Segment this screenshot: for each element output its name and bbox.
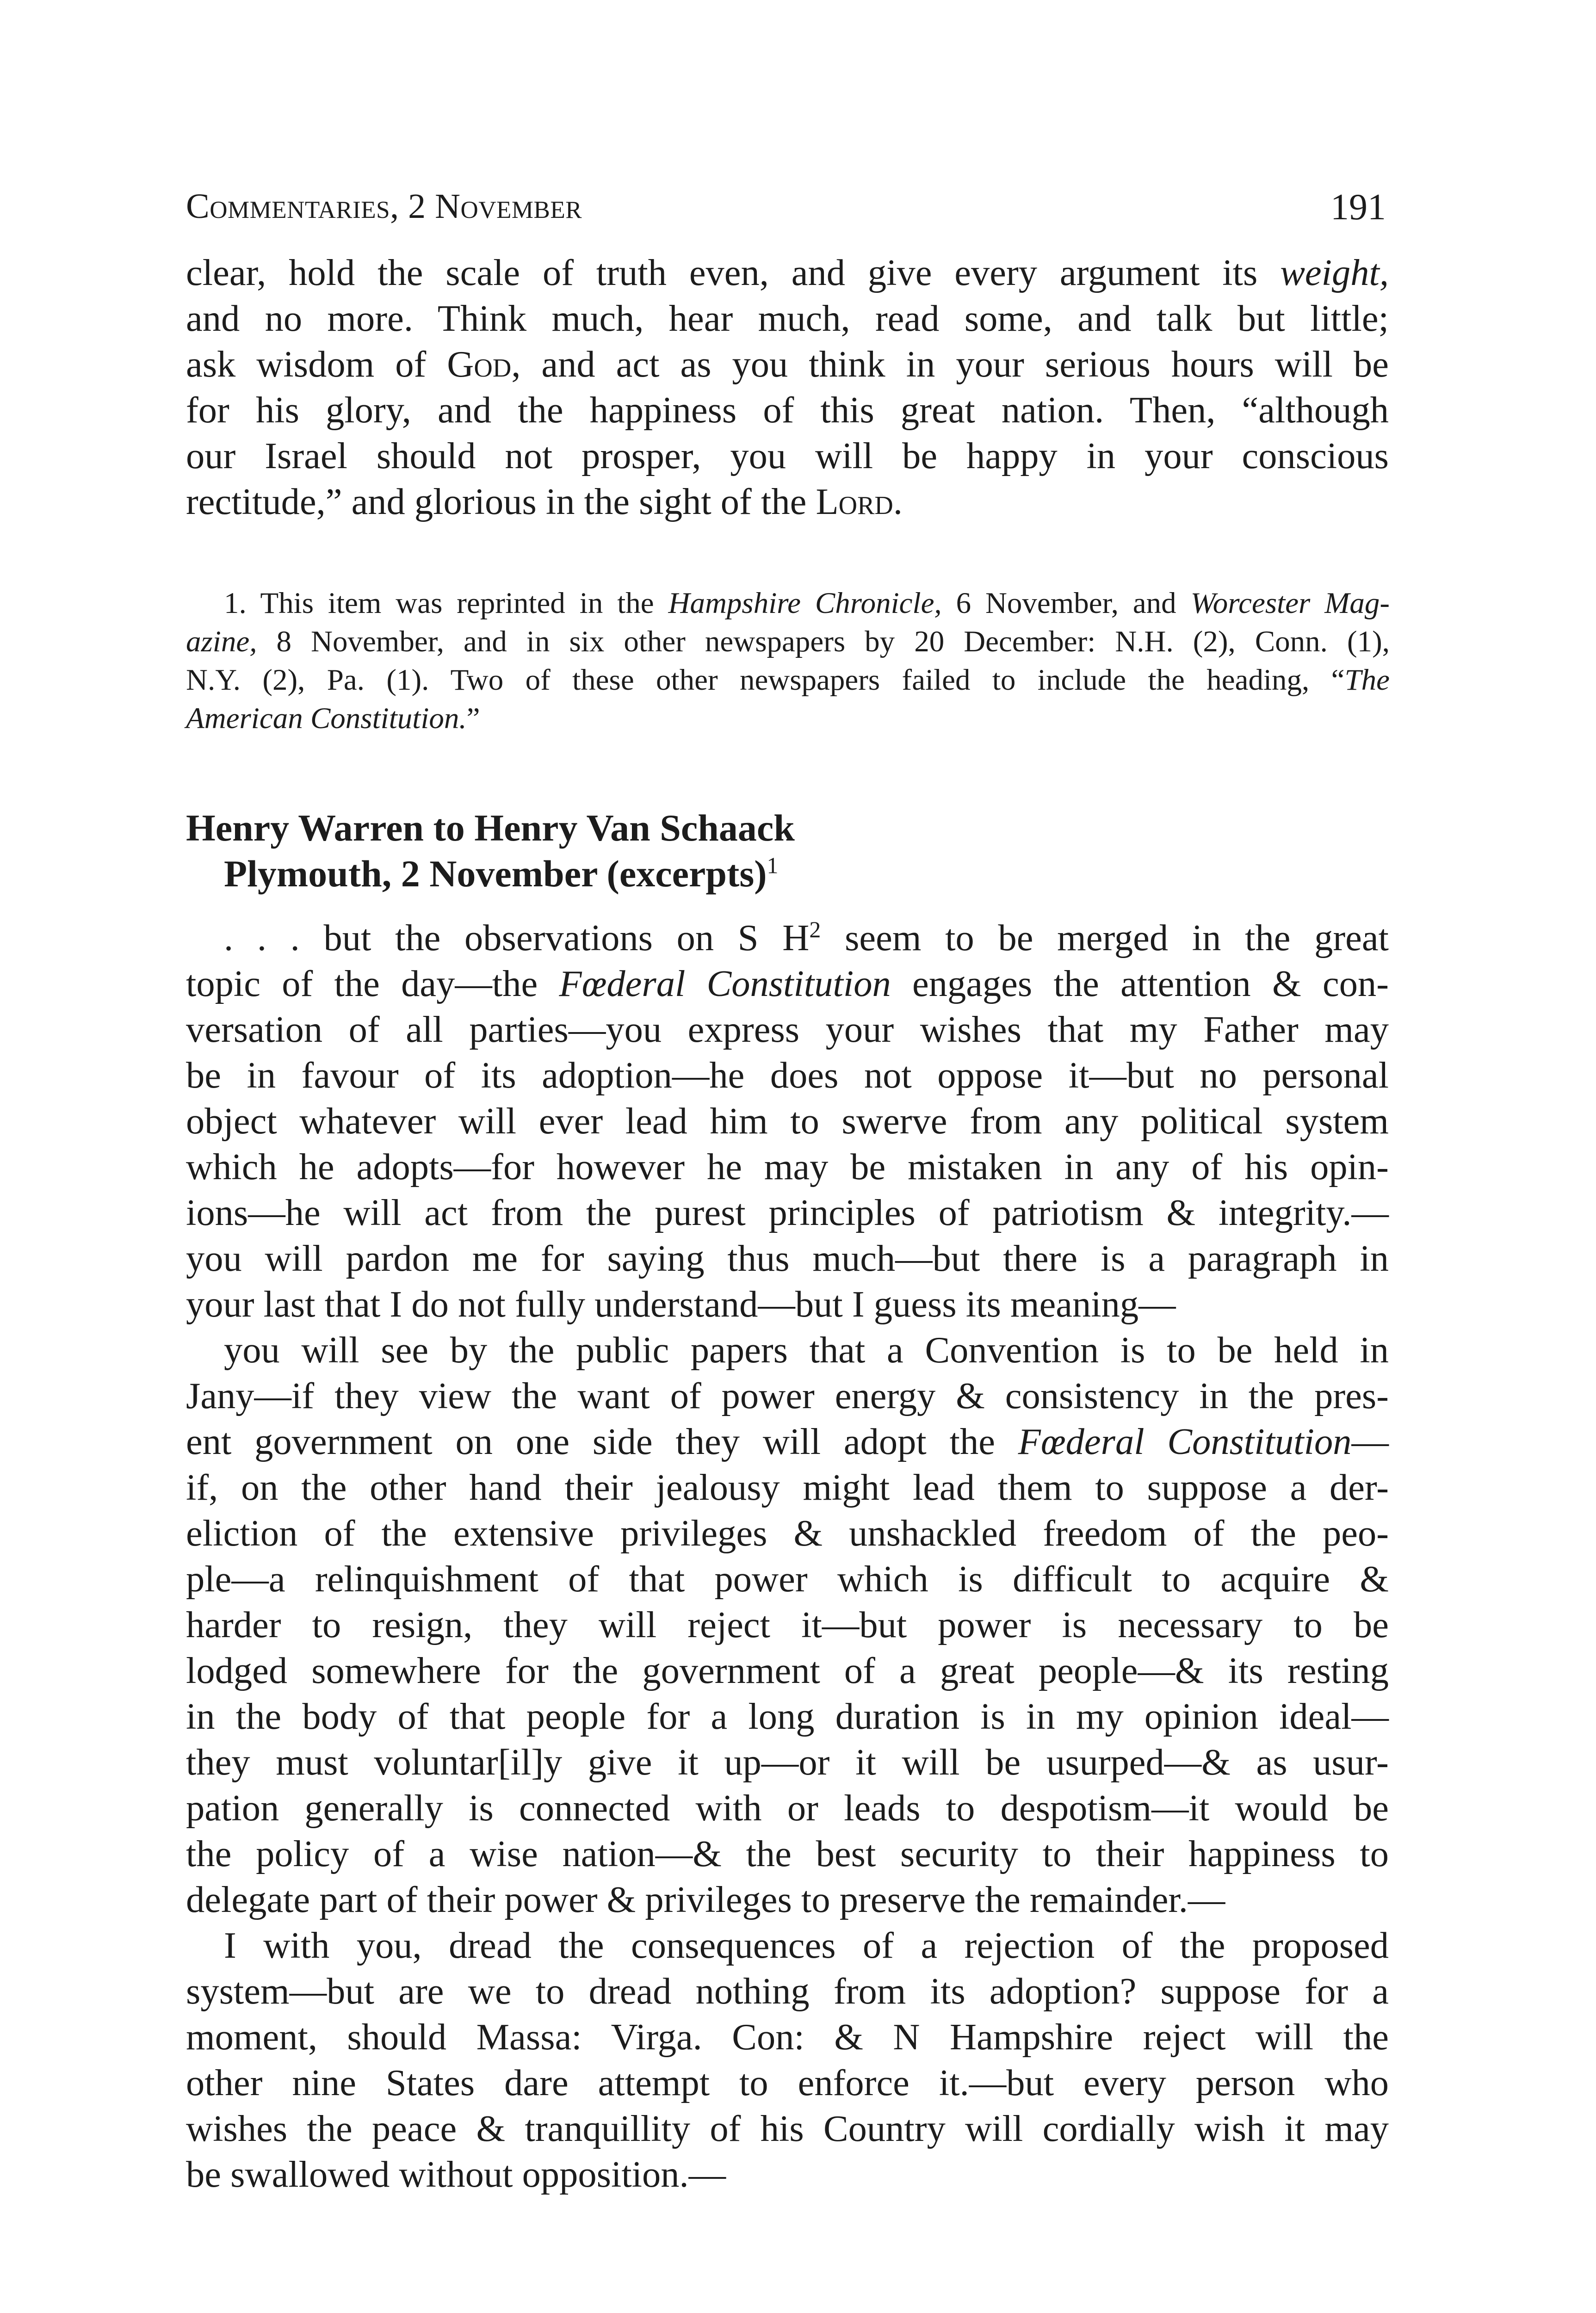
text-line: which he adopts—for however he may be mistaken in any of his opin-: [186, 1146, 1389, 1187]
text-line: wishes the peace & tranquillity of his Country will cordially wish it may: [186, 2108, 1389, 2149]
text-line: topic of the day—the Fœderal Constitution engages the attention & con-: [186, 963, 1389, 1004]
text-line: pation generally is connected with or leads to despotism—it would be: [186, 1787, 1389, 1829]
intro-paragraph: [186, 250, 1389, 525]
text-line: . . . but the observations on S $H^2$ seem to be merged in the great: [224, 916, 1389, 959]
footnote-line: 1. This item was reprinted in the Hampshire Chronicle, 6 November, and Worcester Mag-: [224, 587, 1390, 620]
text-line: be swallowed without opposition.—: [186, 2154, 726, 2195]
text-line: be in favour of its adoption—he does not oppose it—but no personal: [186, 1055, 1389, 1096]
text-line: object whatever will ever lead him to swerve from any political system: [186, 1101, 1389, 1142]
text-line: you will see by the public papers that a Convention is to be held in: [224, 1330, 1389, 1371]
text-line: other nine States dare attempt to enforce it.—but every person who: [186, 2062, 1389, 2103]
footnote-line: N.Y. (2), Pa. (1). Two of these other newspapers failed to include the heading, “The: [186, 663, 1390, 697]
text-line: Jany—if they view the want of power energy & consistency in the pres-: [186, 1375, 1389, 1416]
text-line: delegate part of their power & privileges to preserve the remainder.—: [186, 1879, 1225, 1920]
document-heading: [186, 805, 795, 897]
text-line: ple—a relinquishment of that power which is difficult to acquire &: [186, 1558, 1389, 1600]
text-line: if, on the other hand their jealousy might lead them to suppose a der-: [186, 1467, 1389, 1508]
document-title: Henry Warren to Henry Van Schaack: [186, 807, 795, 849]
note-marker: 1: [767, 852, 779, 878]
text-line: system—but are we to dread nothing from its adoption? suppose for a: [186, 1971, 1389, 2012]
text-line: clear, hold the scale of truth even, and give every argument its weight,: [186, 252, 1389, 293]
text-line: I with you, dread the consequences of a rejection of the proposed: [224, 1925, 1389, 1966]
text-line: and no more. Think much, hear much, read some, and talk but little;: [186, 298, 1389, 339]
text-line: your last that I do not fully understand—but I guess its meaning—: [186, 1284, 1176, 1325]
letter-body: [186, 915, 1389, 2197]
footnote-line: American Constitution.”: [186, 702, 480, 735]
text-line: rectitude,” and glorious in the sight of the Lord.: [186, 481, 903, 522]
text-line: eliction of the extensive privileges & unshackled freedom of the peo-: [186, 1513, 1389, 1554]
text-line: ions—he will act from the purest principles of patriotism & integrity.—: [186, 1192, 1389, 1233]
text-line: they must voluntar[il]y give it up—or it will be usurped—& as usur-: [186, 1742, 1389, 1783]
text-line: ask wisdom of God, and act as you think in your serious hours will be: [186, 344, 1389, 385]
text-line: you will pardon me for saying thus much—but there is a paragraph in: [186, 1238, 1389, 1279]
text-line: in the body of that people for a long duration is in my opinion ideal—: [186, 1696, 1389, 1737]
text-line: for his glory, and the happiness of this great nation. Then, “although: [186, 390, 1389, 431]
text-line: harder to resign, they will reject it—but power is necessary to be: [186, 1604, 1389, 1645]
text-line: lodged somewhere for the government of a great people—& its resting: [186, 1650, 1389, 1691]
page-number: 191: [1330, 187, 1386, 228]
text-line: versation of all parties—you express your wishes that my Father may: [186, 1009, 1389, 1050]
footnote: [186, 584, 1390, 738]
text-line: ent government on one side they will adopt the Fœderal Constitution—: [186, 1421, 1389, 1462]
document-dateline: Plymouth, 2 November (excerpts)$^1$: [224, 852, 779, 895]
running-head: Commentaries, 2 November: [186, 187, 582, 226]
footnote-line: azine, 8 November, and in six other newspapers by 20 December: N.H. (2), Conn. (1),: [186, 625, 1390, 658]
text-line: the policy of a wise nation—& the best security to their happiness to: [186, 1833, 1389, 1874]
text-line: our Israel should not prosper, you will be happy in your conscious: [186, 435, 1389, 476]
text-line: moment, should Massa: Virga. Con: & N Hampshire reject will the: [186, 2016, 1389, 2058]
